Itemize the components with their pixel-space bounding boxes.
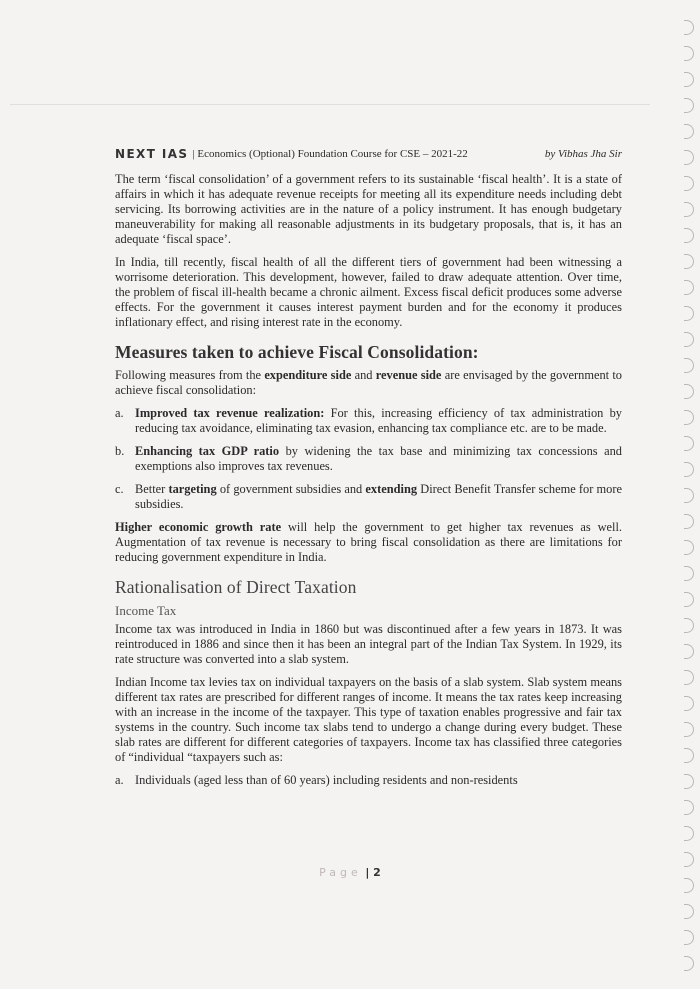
growth-paragraph: Higher economic growth rate will help the government to get higher tax revenues as well. Augmentation of tax revenue is necessary to bring fiscal consolidation as there are limitations for reducing government expenditure in India. — [115, 520, 623, 564]
course-title: | Economics (Optional) Foundation Course for CSE – 2021-22 — [192, 148, 468, 160]
author-credit: by Vibhas Jha Sir — [544, 148, 622, 160]
binding-ring — [684, 930, 694, 945]
binding-ring — [684, 566, 694, 581]
brand-logo: NEXT IAS — [115, 147, 189, 161]
binding-ring — [684, 826, 694, 841]
binding-ring — [684, 124, 694, 139]
binding-ring — [684, 670, 694, 685]
page-header — [115, 146, 622, 162]
binding-ring — [684, 592, 694, 607]
binding-ring — [684, 228, 694, 243]
faint-divider — [10, 104, 650, 105]
binding-ring — [684, 696, 694, 711]
binding-ring — [684, 410, 694, 425]
binding-ring — [684, 150, 694, 165]
binding-ring — [684, 46, 694, 61]
binding-ring — [684, 98, 694, 113]
income-tax-paragraph-1: Income tax was introduced in India in 1860 but was discontinued after a few years in 1873. It was reintroduced in 1886 and since then it has been an integral part of the Indian Tax System. In 1929, its rate structure was converted into a slab system. — [115, 622, 622, 666]
binding-ring — [684, 774, 694, 789]
binding-ring — [684, 644, 694, 659]
binding-ring — [684, 436, 694, 451]
page-number: | 2 — [365, 866, 381, 879]
binding-ring — [684, 306, 694, 321]
binding-ring — [684, 956, 694, 971]
binding-ring — [684, 488, 694, 503]
income-tax-subheading: Income Tax — [115, 603, 177, 618]
binding-ring — [684, 540, 694, 555]
binding-ring — [684, 748, 694, 763]
measures-lead: Following measures from the expenditure side and revenue side are envisaged by the government to achieve fiscal consolidation: — [115, 368, 623, 397]
direct-taxation-heading: Rationalisation of Direct Taxation — [115, 577, 357, 597]
binding-ring — [684, 20, 694, 35]
binding-ring — [684, 72, 694, 87]
list-item: c. Better targeting of government subsidies and extending Direct Benefit Transfer scheme for more subsidies. — [115, 482, 622, 511]
binding-ring — [684, 852, 694, 867]
main-content — [115, 172, 622, 796]
income-tax-paragraph-2: Indian Income tax levies tax on individual taxpayers on the basis of a slab system. Slab system means different tax rates are prescribed for different ranges of income. It means the tax rates keep increasing with an increase in the income of the taxpayer. This type of taxation enables progressive and fair tax systems in the country. Such income tax slabs tend to undergo a change during every budget. These slab rates are different for different categories of taxpayers. Income tax has classified three categories of “individual “taxpayers such as: — [115, 675, 622, 764]
binding-ring — [684, 176, 694, 191]
binding-ring — [684, 618, 694, 633]
binding-ring — [684, 332, 694, 347]
binding-ring — [684, 254, 694, 269]
binding-ring — [684, 462, 694, 477]
list-item: b. Enhancing tax GDP ratio by widening the tax base and minimizing tax concessions and exemptions also improves tax revenues. — [115, 444, 622, 473]
measures-heading: Measures taken to achieve Fiscal Consolidation: — [115, 342, 479, 362]
binding-ring — [684, 280, 694, 295]
binding-ring — [684, 878, 694, 893]
binding-ring — [684, 514, 694, 529]
intro-paragraph-1: The term ‘fiscal consolidation’ of a government refers to its sustainable ‘fiscal health’. It is a state of affairs in which it has adequate revenue receipts for meeting all its expenditure needs including debt servicing. Its borrowing activities are in the nature of a policy instrument. It has enough budgetary maneuverability for making all reasonable adjustments in its budgetary proposals, that is, it has an adequate ‘fiscal space’. — [115, 172, 622, 246]
binding-ring — [684, 904, 694, 919]
binding-ring — [684, 202, 694, 217]
binding-rings — [676, 20, 696, 980]
binding-ring — [684, 800, 694, 815]
binding-ring — [684, 358, 694, 373]
page-footer — [0, 866, 700, 879]
list-item: a. Individuals (aged less than of 60 years) including residents and non-residents — [115, 773, 518, 787]
list-item: a. Improved tax revenue realization: For this, increasing efficiency of tax administration by reducing tax avoidance, eliminating tax evasion, enhancing tax compliance etc. are to be made. — [115, 406, 622, 435]
binding-ring — [684, 384, 694, 399]
intro-paragraph-2: In India, till recently, fiscal health of all the different tiers of government had been witnessing a worrisome deterioration. This development, however, failed to draw adequate attention. Over time, the problem of fiscal ill-health became a chronic ailment. Excess fiscal deficit produces some adverse effects. For the government it causes interest payment burden and for the economy it produces inflationary effect, and rising interest rate in the economy. — [115, 255, 622, 329]
binding-ring — [684, 722, 694, 737]
page-label: Page — [319, 866, 362, 879]
